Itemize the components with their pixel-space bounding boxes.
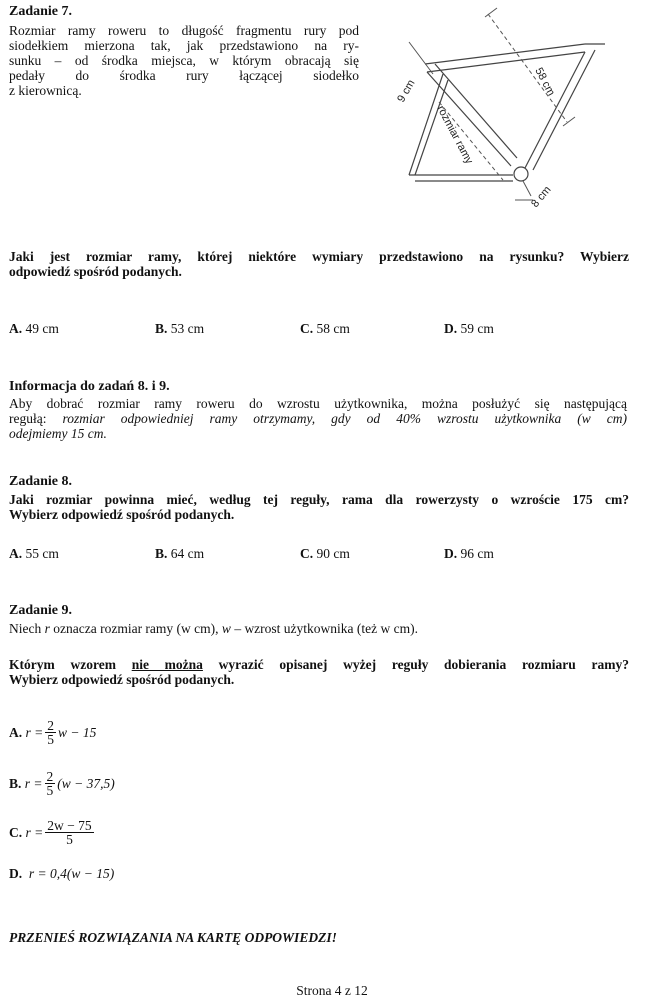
task9-question-post: wyrazić opisanej wyżej reguły dobierania rozmiaru ramy? — [218, 657, 629, 672]
task9-intro — [9, 621, 418, 636]
task9-intro-pre: Niech — [9, 621, 42, 636]
task7-option-d[interactable] — [444, 321, 494, 336]
option-letter: C. — [9, 824, 23, 840]
option-letter: A. — [9, 321, 23, 336]
task9-question-line: Wybierz odpowiedź spośród podanych. — [9, 672, 235, 687]
task9-question-underlined: nie można — [131, 657, 203, 672]
label-58cm: 58 cm — [532, 65, 558, 98]
top-tube-inner — [427, 52, 585, 72]
task8-title: Zadanie 8. — [9, 474, 73, 489]
info-title: Informacja do zadań 8. i 9. — [9, 379, 170, 394]
task9-question-line — [9, 657, 629, 672]
fraction-numerator: 2w − 75 — [47, 817, 92, 833]
transfer-instruction: PRZENIEŚ ROZWIĄZANIA NA KARTĘ ODPOWIEDZI! — [9, 930, 337, 945]
fraction — [45, 819, 93, 846]
option-text: 55 cm — [25, 546, 59, 561]
bottom-bracket — [514, 167, 528, 181]
dim-58-line — [488, 14, 567, 122]
task8-option-d[interactable] — [444, 546, 494, 561]
option-letter: A. — [9, 546, 23, 561]
label-9cm: 9 cm — [395, 77, 418, 105]
task7-title: Zadanie 7. — [9, 4, 73, 19]
task9-option-d[interactable] — [9, 866, 114, 881]
formula-lhs: r = — [25, 824, 44, 840]
fraction — [45, 719, 56, 746]
formula-rest: (w − 37,5) — [57, 775, 115, 791]
fraction-denominator: 5 — [46, 782, 54, 798]
dim-9-line — [409, 42, 433, 74]
task9-question-pre: Którym wzorem — [9, 657, 116, 672]
task7-intro-line: sunku – od środka miejsca, w którym obracają się — [9, 53, 359, 68]
task9-option-a[interactable] — [9, 716, 96, 748]
page-number: Strona 4 z 12 — [296, 983, 368, 998]
task7-question — [9, 249, 629, 279]
option-letter: A. — [9, 724, 23, 740]
info-line2-prefix: regułą: — [9, 411, 47, 426]
task9-option-b[interactable] — [9, 767, 115, 799]
option-text: 53 cm — [170, 321, 205, 336]
task7-option-a[interactable] — [9, 321, 59, 336]
info-line: Aby dobrać rozmiar ramy roweru do wzrostu użytkownika, można posłużyć się następującą — [9, 396, 627, 411]
option-letter: C. — [300, 546, 314, 561]
option-text: 90 cm — [316, 546, 350, 561]
info-body — [9, 396, 627, 441]
option-letter: B. — [155, 321, 168, 336]
task9-question — [9, 657, 629, 687]
option-text: 49 cm — [25, 321, 59, 336]
task8-option-b[interactable] — [155, 546, 204, 561]
task8-option-c[interactable] — [300, 546, 350, 561]
seat-stay-inner — [415, 80, 448, 175]
task7-intro — [9, 23, 359, 98]
task9-title: Zadanie 9. — [9, 603, 73, 618]
task9-intro-mid: oznacza rozmiar ramy (w cm), — [53, 621, 219, 636]
label-8cm: 8 cm — [529, 183, 554, 210]
option-letter: D. — [444, 321, 458, 336]
task9-intro-w: w — [221, 621, 231, 636]
task7-question-line: odpowiedź spośród podanych. — [9, 264, 182, 279]
option-text: 59 cm — [460, 321, 494, 336]
fraction-numerator: 2 — [46, 768, 54, 784]
task7-question-line: Jaki jest rozmiar ramy, której niektóre wymiary przedstawiono na rysunku? Wybierz — [9, 249, 629, 264]
label-rozmiar-ramy: rozmiar ramy — [434, 103, 476, 167]
fraction-numerator: 2 — [47, 717, 54, 733]
task7-option-c[interactable] — [300, 321, 350, 336]
task9-intro-r: r — [44, 621, 50, 636]
option-text: 64 cm — [170, 546, 205, 561]
dim-8-line — [523, 181, 531, 196]
task7-option-b[interactable] — [155, 321, 204, 336]
task7-intro-line: pedały do środka rury łączącej siodełko — [9, 68, 359, 83]
task7-intro-line: Rozmiar ramy roweru to długość fragmentu rury pod — [9, 23, 359, 38]
option-text: 96 cm — [460, 546, 494, 561]
formula-lhs: r = — [25, 724, 44, 740]
task7-intro-line: z kierownicą. — [9, 83, 82, 98]
bicycle-frame-diagram — [385, 0, 655, 225]
dim-58-end-top — [485, 8, 497, 17]
task8-question-line: Jaki rozmiar powinna mieć, według tej reguły, rama dla rowerzysty o wzroście 175 cm? — [9, 492, 629, 507]
fraction — [45, 770, 56, 797]
down-tube — [525, 52, 585, 168]
option-letter: B. — [9, 775, 22, 791]
task7-intro-line: siodełkiem mierzona tak, jak przedstawiono na ry- — [9, 38, 359, 53]
task8-option-a[interactable] — [9, 546, 59, 561]
info-line: odejmiemy 15 cm. — [9, 426, 107, 441]
option-letter: D. — [9, 866, 23, 881]
top-tube — [425, 44, 585, 64]
formula-rest: w − 15 — [58, 724, 97, 740]
fraction-denominator: 5 — [47, 731, 54, 747]
info-line2-italic: rozmiar odpowiedniej ramy otrzymamy, gdy od 40% wzrostu użytkownika (w cm) — [62, 411, 627, 426]
formula-expr: r = 0,4(w − 15) — [28, 866, 115, 881]
fraction-denominator: 5 — [66, 831, 73, 847]
option-letter: D. — [444, 546, 458, 561]
option-letter: C. — [300, 321, 314, 336]
option-text: 58 cm — [316, 321, 350, 336]
task9-option-c[interactable] — [9, 816, 96, 848]
task8-question — [9, 492, 629, 522]
formula-lhs: r = — [24, 775, 43, 791]
task9-intro-post: – wzrost użytkownika (też w cm). — [234, 621, 419, 636]
task8-question-line: Wybierz odpowiedź spośród podanych. — [9, 507, 235, 522]
info-line — [9, 411, 627, 426]
option-letter: B. — [155, 546, 168, 561]
